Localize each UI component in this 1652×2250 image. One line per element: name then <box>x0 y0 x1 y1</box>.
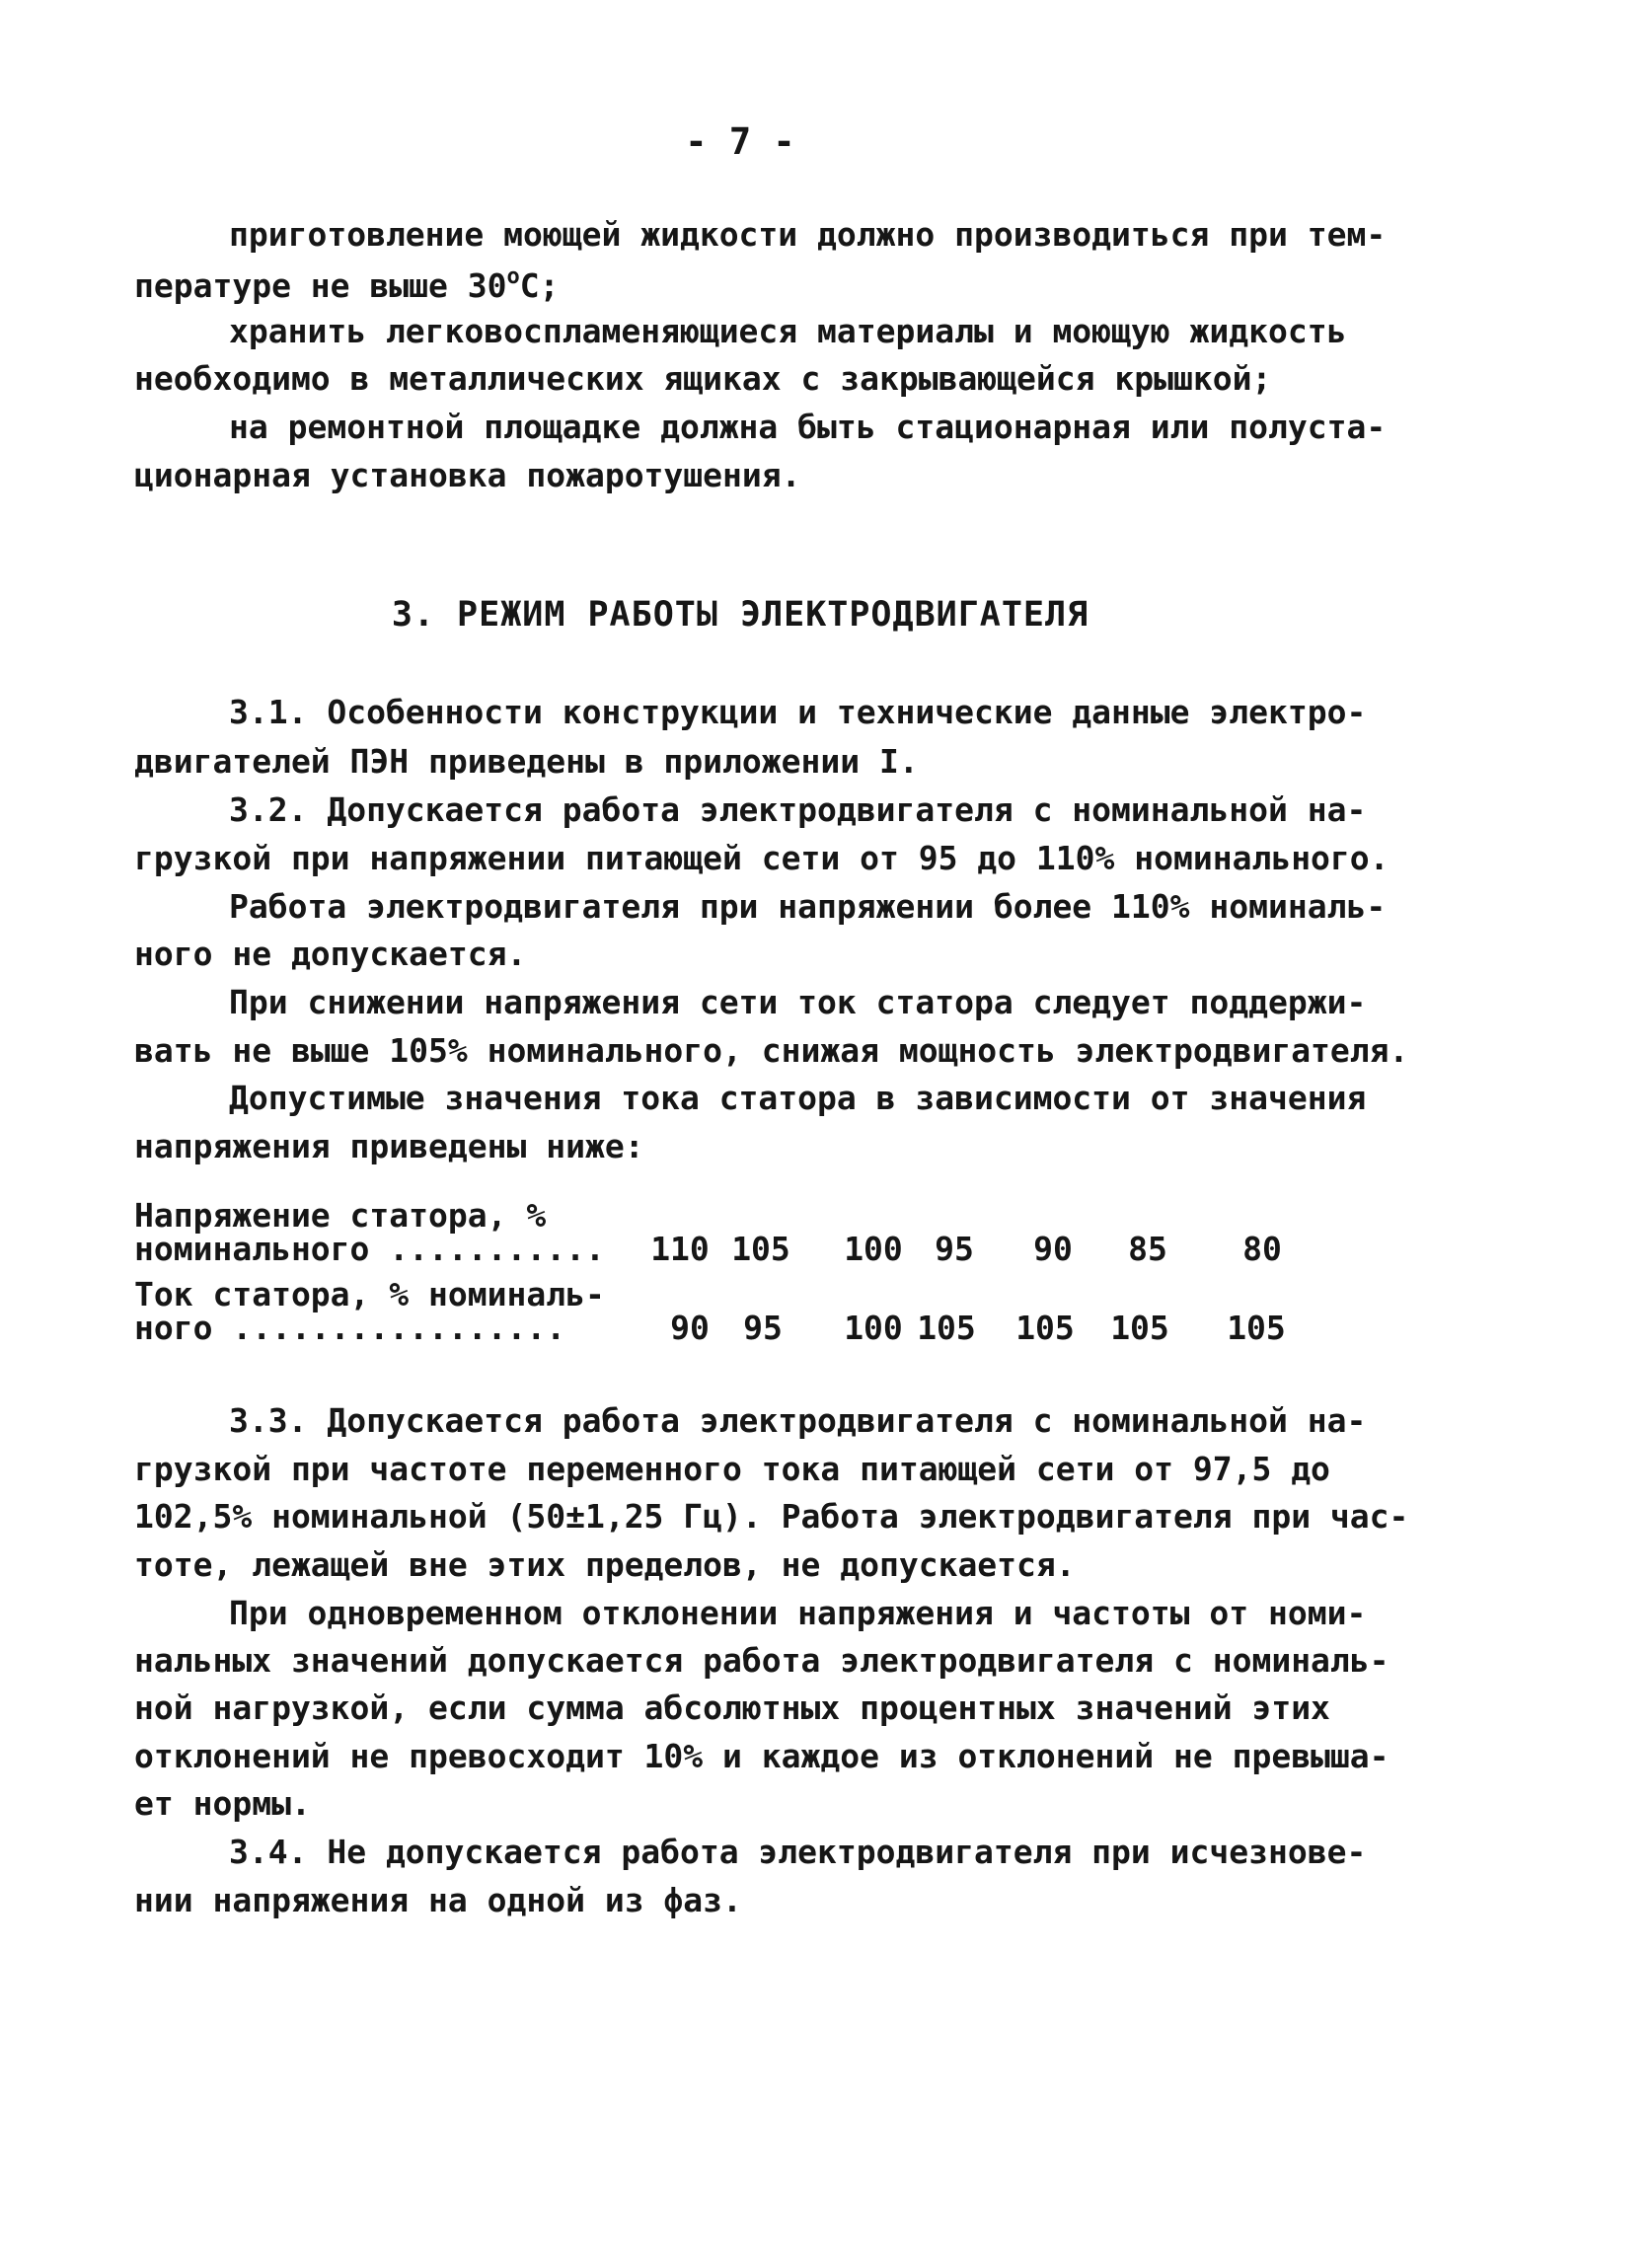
table-cell: 95 <box>743 1309 783 1347</box>
intro-line-6: ционарная установка пожаротушения. <box>134 456 801 494</box>
table-cell: 80 <box>1242 1230 1282 1268</box>
table-cell: 105 <box>1227 1309 1286 1347</box>
intro-line-2 <box>134 264 560 305</box>
para-3-4-line-1: 3.4. Не допускается работа электродвигателя при исчезнове- <box>229 1833 1367 1871</box>
para-3-3-line-1: 3.3. Допускается работа электродвигателя с номинальной на- <box>229 1401 1367 1440</box>
table-cell: 100 <box>844 1230 903 1268</box>
table-cell: 90 <box>670 1309 710 1347</box>
table-cell: 105 <box>731 1230 790 1268</box>
degree-symbol: о <box>506 264 520 289</box>
para-3-3-line-8: отклонений не превосходит 10% и каждое из отклонений не превыша- <box>134 1737 1389 1775</box>
para-3-3-line-3: 102,5% номинальной (50±1,25 Гц). Работа электродвигателя при час- <box>134 1497 1409 1536</box>
table-cell: 85 <box>1128 1230 1167 1268</box>
table-cell: 90 <box>1033 1230 1073 1268</box>
intro-line-4: необходимо в металлических ящиках с закрывающейся крышкой; <box>134 359 1272 398</box>
table-cell: 105 <box>917 1309 976 1347</box>
para-3-1-line-1: 3.1. Особенности конструкции и технические данные электро- <box>229 693 1367 731</box>
table-cell: 105 <box>1015 1309 1075 1347</box>
para-3-2-line-3: Работа электродвигателя при напряжении более 110% номиналь- <box>229 887 1387 926</box>
table-cell: 110 <box>650 1230 710 1268</box>
intro-line-3: хранить легковоспламеняющиеся материалы и моющую жидкость <box>229 312 1347 350</box>
para-3-3-line-9: ет нормы. <box>134 1784 311 1823</box>
para-3-3-line-4: тоте, лежащей вне этих пределов, не допускается. <box>134 1545 1076 1584</box>
para-3-2-line-5: При снижении напряжения сети ток статора следует поддержи- <box>229 983 1367 1021</box>
section-heading: 3. РЕЖИМ РАБОТЫ ЭЛЕКТРОДВИГАТЕЛЯ <box>391 595 1089 635</box>
para-3-1-line-2: двигателей ПЭН приведены в приложении I. <box>134 742 919 781</box>
row-label-line-2: номинального ........... <box>134 1230 605 1268</box>
para-3-2-line-7: Допустимые значения тока статора в зависимости от значения <box>229 1079 1367 1117</box>
para-3-2-line-1: 3.2. Допускается работа электродвигателя с номинальной на- <box>229 790 1367 829</box>
table-cell: 105 <box>1110 1309 1169 1347</box>
row-label-line-2: ного ................. <box>134 1309 566 1347</box>
para-3-3-line-2: грузкой при частоте переменного тока питающей сети от 97,5 до <box>134 1450 1330 1488</box>
intro-line-2-text: пературе не выше 30 <box>134 266 507 305</box>
para-3-3-line-7: ной нагрузкой, если сумма абсолютных процентных значений этих <box>134 1688 1330 1727</box>
row-label-line-1: Напряжение статора, % <box>134 1196 547 1235</box>
para-3-4-line-2: нии напряжения на одной из фаз. <box>134 1881 742 1919</box>
para-3-2-line-2: грузкой при напряжении питающей сети от 95 до 110% номинального. <box>134 839 1389 877</box>
row-label-line-1: Ток статора, % номиналь- <box>134 1275 605 1313</box>
para-3-2-line-8: напряжения приведены ниже: <box>134 1127 644 1165</box>
intro-line-5: на ремонтной площадке должна быть стационарная или полуста- <box>229 408 1387 446</box>
para-3-2-line-4: ного не допускается. <box>134 935 527 973</box>
intro-line-1: приготовление моющей жидкости должно производиться при тем- <box>229 215 1387 254</box>
para-3-2-line-6: вать не выше 105% номинального, снижая мощность электродвигателя. <box>134 1031 1409 1070</box>
para-3-3-line-5: При одновременном отклонении напряжения и частоты от номи- <box>229 1594 1367 1632</box>
para-3-3-line-6: нальных значений допускается работа электродвигателя с номиналь- <box>134 1641 1389 1680</box>
table-cell: 100 <box>844 1309 903 1347</box>
table-cell: 95 <box>935 1230 974 1268</box>
intro-line-2-suffix: С; <box>519 266 560 305</box>
page-number: - 7 - <box>685 120 795 163</box>
